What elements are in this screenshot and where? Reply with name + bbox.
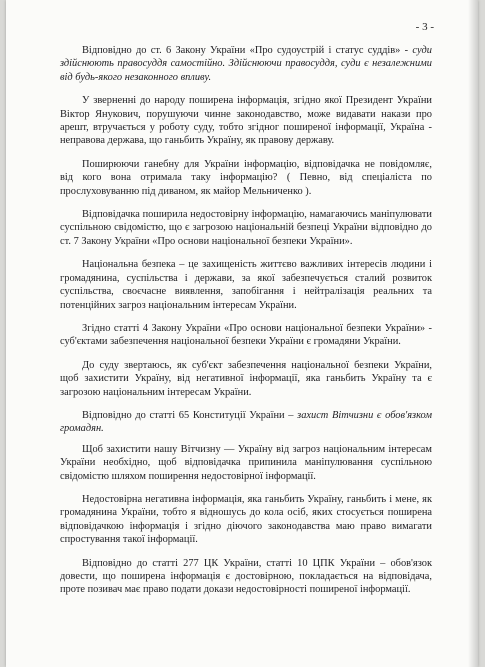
- paragraph-text: Щоб захистити нашу Вітчизну — Україну від загроз національним інтересам України необхідно, щоб відповідачка припинила маніпулювання суспільною свідомістю шляхом поширення недостовірної інформації.: [60, 443, 432, 482]
- paragraph-text: Відповідачка поширила недостовірну інформацію, намагаючись маніпулювати суспільною свідомістю, що є загрозою національній безпеці України відповідно до ст. 7 Закону України «Про основи національної безпеки України».: [60, 209, 432, 247]
- paragraph-2: [60, 94, 432, 148]
- paragraph-text: У зверненні до народу поширена інформація, згідно якої Президент України Віктор Янукович, порушуючи чинне законодавство, може видавати накази про арешт, втручається у роботу суду, тобто згідног поширеної інформації, Україна - неправова держава, що ганьбить Україну, як правову державу.: [60, 95, 432, 147]
- paragraph-5: [60, 258, 432, 312]
- paragraph-text: Відповідно до статті 277 ЦК України, статті 10 ЦПК України – обов'язок довести, що поширена інформація є достовірною, покладається на відповідача, проте позивач має право подати докази недостовірності поширеної інформації.: [60, 557, 432, 596]
- paragraph-1: [60, 44, 432, 84]
- paragraph-quote: суди здійснюють правосуддя самостійно. Здійснюючи правосуддя, суди є незалежними від будь-якого незаконного впливу.: [60, 45, 432, 83]
- paragraph-10: [60, 493, 432, 547]
- page-number: - 3 -: [415, 21, 434, 33]
- document-body: [60, 44, 432, 607]
- paragraph-text: Відповідно до ст. 6 Закону України «Про судоустрій і статус суддів» -: [82, 45, 413, 56]
- paragraph-7: [60, 359, 432, 399]
- paragraph-text: До суду звертаюсь, як суб'єкт забезпечення національної безпеки України, щоб захистити Україну, від негативної інформації, яка ганьбить Україну та є загрозою національним інтересам України.: [60, 359, 432, 398]
- paragraph-4: [60, 208, 432, 248]
- page-edge-shadow: [468, 0, 478, 667]
- paragraph-text: Національна безпека – це захищеність життєво важливих інтересів людини і громадянина, суспільства і держави, за якої забезпечується сталий розвиток суспільства, своєчасне виявлення, запобігання і нейтралізація реальних та потенційних загроз національним інтересам України.: [60, 259, 432, 311]
- paragraph-8: [60, 409, 432, 436]
- paragraph-11: [60, 557, 432, 597]
- paragraph-text: Згідно статті 4 Закону України «Про основи національної безпеки України» - суб'єктами забезпечення національної безпеки України є громадяни України.: [60, 322, 432, 348]
- paragraph-text: Поширюючи ганебну для України інформацію, відповідачка не повідомляє, від кого вона отримала таку інформацію? ( Певно, від спеціаліста по прослуховуванню під диваном, як майор Мельниченко ).: [60, 158, 432, 197]
- document-page: [6, 0, 478, 667]
- paragraph-6: [60, 322, 432, 349]
- paragraph-3: [60, 158, 432, 198]
- paragraph-text: Недостовірна негативна інформація, яка ганьбить Україну, ганьбить і мене, як громадянина України, тобто я відношусь до кола осіб, яких стосується поширена відповідачкою інформація і згідно діючого законодавства маю право вимагати спростування такої інформації.: [60, 493, 432, 546]
- paragraph-quote: захист Вітчизни є обов'язком громадян.: [60, 409, 432, 435]
- paragraph-9: [60, 443, 432, 483]
- paragraph-text: Відповідно до статті 65 Конституції України –: [82, 409, 298, 421]
